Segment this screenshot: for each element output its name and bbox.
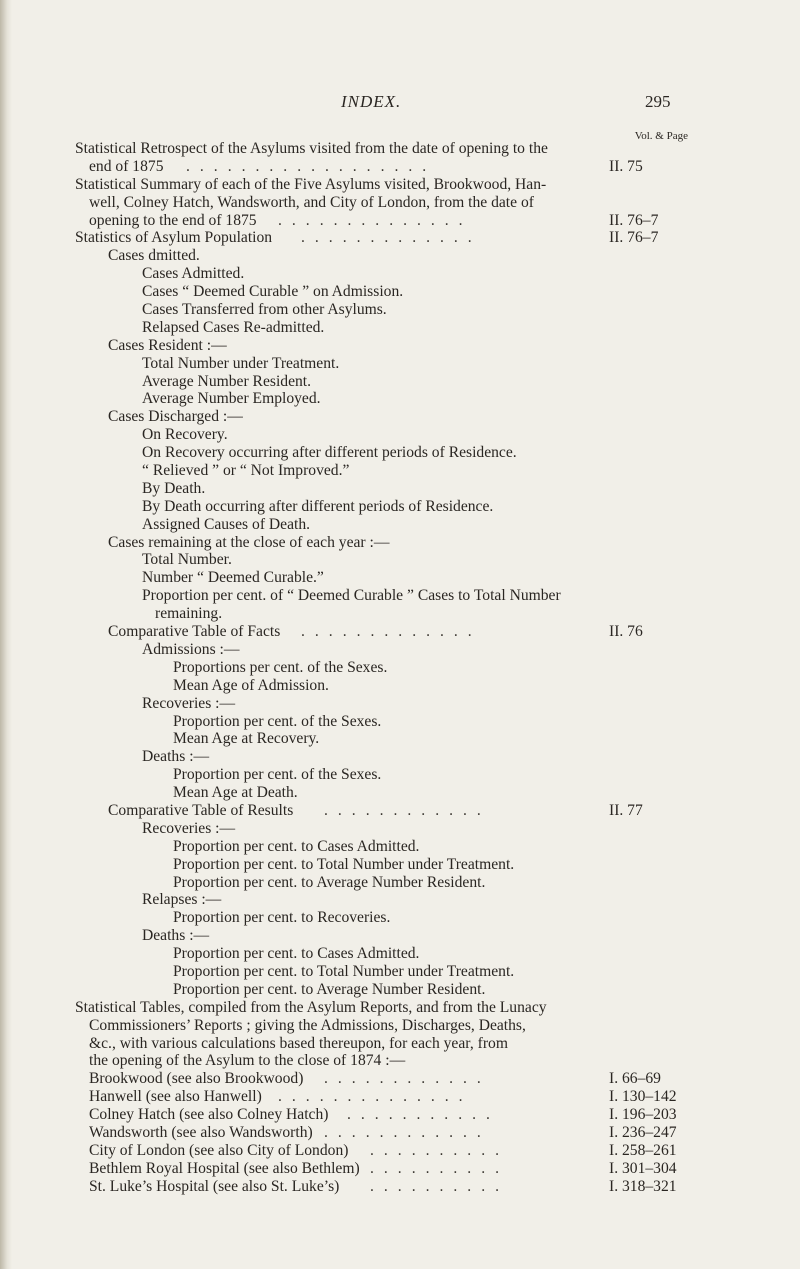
index-entry-text: Comparative Table of Results (108, 801, 294, 819)
volume-page-reference: I. 196–203 (609, 1106, 677, 1124)
index-entry (0, 229, 800, 247)
volume-page-reference: I. 301–304 (609, 1159, 677, 1177)
index-entries (0, 140, 800, 1196)
index-entry-text: Cases remaining at the close of each year :— (108, 533, 390, 551)
index-entry (0, 480, 800, 498)
index-entry-text: Hanwell (see also Hanwell) (89, 1088, 262, 1106)
index-entry (0, 283, 800, 301)
index-entry-text: “ Relieved ” or “ Not Improved.” (142, 462, 350, 480)
index-entry-text: Relapsed Cases Re-admitted. (142, 318, 325, 336)
leader-dots: ............ (324, 801, 491, 819)
index-entry (0, 462, 800, 480)
index-entry-text: Wandsworth (see also Wandsworth) (89, 1123, 313, 1141)
page-number: 295 (645, 92, 671, 111)
index-entry-text: Admissions :— (142, 640, 240, 658)
index-entry (0, 891, 800, 909)
index-entry-text: Proportion per cent. of “ Deemed Curable ” Cases to Total Number (142, 587, 561, 605)
index-entry (0, 212, 800, 230)
index-entry-text: Cases Transferred from other Asylums. (142, 301, 387, 319)
index-entry-text: opening to the end of 1875 (89, 211, 257, 229)
index-entry (0, 1142, 800, 1160)
index-entry (0, 1035, 800, 1053)
index-entry-text: remaining. (155, 605, 223, 623)
index-entry (0, 945, 800, 963)
leader-dots: ............. (301, 623, 482, 641)
leader-dots: .................. (186, 157, 437, 175)
index-entry (0, 641, 800, 659)
index-entry-text: Bethlem Royal Hospital (see also Bethlem) (89, 1159, 360, 1177)
index-entry-text: Total Number. (142, 551, 232, 569)
index-entry-text: Statistical Tables, compiled from the Asylum Reports, and from the Lunacy (75, 998, 547, 1016)
index-entry-text: Cases Resident :— (108, 336, 227, 354)
leader-dots: .......... (370, 1159, 509, 1177)
index-entry-text: Proportion per cent. to Total Number under Treatment. (173, 855, 515, 873)
index-entry (0, 408, 800, 426)
index-entry-text: Proportion per cent. to Average Number Resident. (173, 873, 486, 891)
index-entry-text: St. Luke’s Hospital (see also St. Luke’s) (89, 1177, 340, 1195)
index-entry (0, 444, 800, 462)
index-entry-text: Average Number Employed. (142, 390, 321, 408)
index-entry (0, 1124, 800, 1142)
index-entry (0, 569, 800, 587)
leader-dots: ............ (324, 1123, 491, 1141)
volume-page-reference: II. 76 (609, 623, 643, 641)
index-entry (0, 194, 800, 212)
index-entry (0, 713, 800, 731)
index-entry (0, 140, 800, 158)
index-entry-text: Mean Age at Recovery. (173, 730, 320, 748)
index-entry (0, 319, 800, 337)
index-entry (0, 301, 800, 319)
index-entry-text: Cases Admitted. (142, 265, 245, 283)
leader-dots: .............. (278, 211, 473, 229)
index-entry-text: Statistical Summary of each of the Five Asylums visited, Brookwood, Han- (75, 175, 547, 193)
index-entry (0, 1017, 800, 1035)
index-entry-text: Proportion per cent. of the Sexes. (173, 766, 382, 784)
index-entry (0, 999, 800, 1017)
index-entry-text: Proportion per cent. to Recoveries. (173, 909, 391, 927)
volume-page-reference: I. 66–69 (609, 1070, 661, 1088)
index-entry-text: Colney Hatch (see also Colney Hatch) (89, 1106, 329, 1124)
index-entry (0, 927, 800, 945)
volume-page-reference: II. 75 (609, 157, 643, 175)
index-entry (0, 605, 800, 623)
index-entry (0, 909, 800, 927)
index-entry (0, 1070, 800, 1088)
index-entry (0, 247, 800, 265)
index-entry (0, 373, 800, 391)
index-entry-text: well, Colney Hatch, Wandsworth, and City of London, from the date of (89, 193, 534, 211)
volume-page-reference: II. 76–7 (609, 211, 659, 229)
page-header (0, 92, 800, 116)
volume-page-reference: I. 318–321 (609, 1177, 677, 1195)
leader-dots: .............. (278, 1088, 473, 1106)
index-entry (0, 963, 800, 981)
volume-page-reference: I. 236–247 (609, 1123, 677, 1141)
index-entry-text: Comparative Table of Facts (108, 623, 281, 641)
index-entry-text: Cases dmitted. (108, 247, 200, 265)
index-entry-text: Cases “ Deemed Curable ” on Admission. (142, 283, 404, 301)
index-entry (0, 981, 800, 999)
index-entry-text: Proportion per cent. to Cases Admitted. (173, 945, 420, 963)
volume-page-reference: II. 76–7 (609, 229, 659, 247)
index-entry (0, 1178, 800, 1196)
index-entry-text: Deaths :— (142, 748, 210, 766)
index-entry-text: Deaths :— (142, 927, 210, 945)
index-entry (0, 587, 800, 605)
index-entry-text: Recoveries :— (142, 694, 236, 712)
index-entry-text: the opening of the Asylum to the close of 1874 :— (89, 1052, 406, 1070)
index-entry (0, 158, 800, 176)
index-entry (0, 695, 800, 713)
index-entry-text: City of London (see also City of London) (89, 1141, 349, 1159)
index-entry (0, 498, 800, 516)
leader-dots: .......... (370, 1141, 509, 1159)
page-title: INDEX. (341, 92, 402, 111)
index-entry (0, 1106, 800, 1124)
index-entry-text: On Recovery. (142, 426, 228, 444)
index-entry (0, 265, 800, 283)
index-entry-text: Relapses :— (142, 891, 222, 909)
index-entry-text: Proportion per cent. to Total Number under Treatment. (173, 962, 515, 980)
index-entry (0, 426, 800, 444)
index-entry-text: By Death occurring after different periods of Residence. (142, 497, 494, 515)
index-entry-text: Mean Age at Death. (173, 784, 298, 802)
index-entry-text: Average Number Resident. (142, 372, 312, 390)
index-entry-text: &c., with various calculations based thereupon, for each year, from (89, 1034, 508, 1052)
index-entry (0, 766, 800, 784)
index-entry (0, 802, 800, 820)
index-entry-text: Recoveries :— (142, 819, 236, 837)
volume-page-reference: I. 258–261 (609, 1141, 677, 1159)
index-entry (0, 677, 800, 695)
volume-page-reference: II. 77 (609, 801, 643, 819)
index-entry (0, 856, 800, 874)
index-entry-text: Statistical Retrospect of the Asylums visited from the date of opening to the (75, 140, 548, 157)
index-entry (0, 748, 800, 766)
leader-dots: ........... (347, 1106, 500, 1124)
leader-dots: .......... (370, 1177, 509, 1195)
index-entry-text: Total Number under Treatment. (142, 354, 340, 372)
index-entry-text: Mean Age of Admission. (173, 676, 329, 694)
index-entry-text: By Death. (142, 479, 206, 497)
index-entry-text: Assigned Causes of Death. (142, 515, 311, 533)
index-entry (0, 1088, 800, 1106)
index-entry-text: Number “ Deemed Curable.” (142, 569, 324, 587)
index-entry (0, 516, 800, 534)
index-entry (0, 534, 800, 552)
index-entry (0, 176, 800, 194)
index-entry (0, 337, 800, 355)
index-entry-text: end of 1875 (89, 157, 164, 175)
index-entry (0, 838, 800, 856)
index-entry (0, 390, 800, 408)
index-entry (0, 551, 800, 569)
index-entry (0, 874, 800, 892)
vol-page-column-label: Vol. & Page (634, 130, 688, 142)
index-entry-text: Proportion per cent. of the Sexes. (173, 712, 382, 730)
index-entry (0, 1052, 800, 1070)
leader-dots: ............ (324, 1070, 491, 1088)
index-entry (0, 623, 800, 641)
index-entry-text: On Recovery occurring after different periods of Residence. (142, 444, 517, 462)
index-entry (0, 730, 800, 748)
index-entry-text: Proportion per cent. to Cases Admitted. (173, 837, 420, 855)
index-entry-text: Brookwood (see also Brookwood) (89, 1070, 304, 1088)
index-entry (0, 820, 800, 838)
index-entry-text: Statistics of Asylum Population (75, 229, 273, 247)
volume-page-reference: I. 130–142 (609, 1088, 677, 1106)
index-entry (0, 784, 800, 802)
index-entry (0, 659, 800, 677)
index-entry-text: Proportion per cent. to Average Number Resident. (173, 980, 486, 998)
index-entry (0, 1160, 800, 1178)
index-entry-text: Commissioners’ Reports ; giving the Admissions, Discharges, Deaths, (89, 1016, 526, 1034)
index-entry (0, 355, 800, 373)
index-entry-text: Cases Discharged :— (108, 408, 243, 426)
index-entry-text: Proportions per cent. of the Sexes. (173, 658, 388, 676)
leader-dots: ............. (301, 229, 482, 247)
